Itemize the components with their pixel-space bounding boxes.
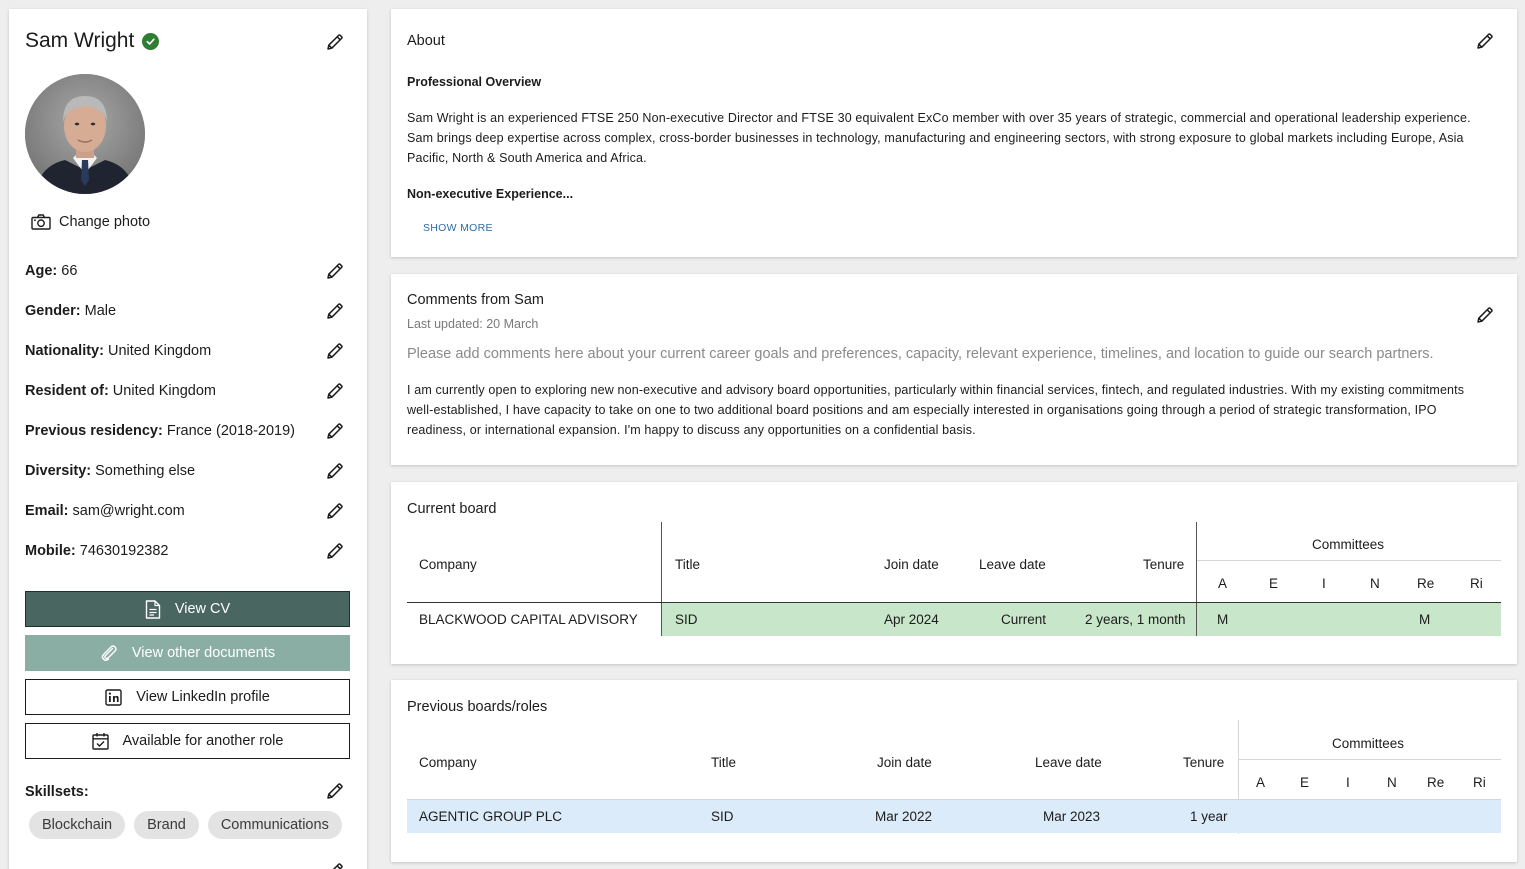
current-board-title: Current board <box>407 501 497 517</box>
edit-comments-pencil-icon[interactable] <box>1475 305 1495 325</box>
previous-boards-title: Previous boards/roles <box>407 699 548 715</box>
diversity-field: Diversity: Something else <box>25 463 196 479</box>
document-icon <box>145 600 161 619</box>
skill-chip[interactable]: Brand <box>134 811 199 839</box>
comments-title: Comments from Sam <box>407 292 544 308</box>
last-updated-text: Last updated: 20 March <box>407 317 539 331</box>
column-header-title: Title <box>711 755 737 770</box>
avatar <box>25 74 145 194</box>
committee-col-e: E <box>1269 576 1279 591</box>
edit-resident-pencil-icon[interactable] <box>325 381 345 401</box>
view-linkedin-label: View LinkedIn profile <box>136 689 270 705</box>
committee-col-re: Re <box>1417 576 1435 591</box>
committee-col-ri: Ri <box>1470 576 1483 591</box>
committee-col-a: A <box>1256 775 1266 790</box>
committee-col-n: N <box>1370 576 1380 591</box>
cell-committee-a: M <box>1217 612 1229 627</box>
edit-name-pencil-icon[interactable] <box>325 32 345 52</box>
comments-text: I am currently open to exploring new non-executive and advisory board opportunities, particularly within financial services, fintech, and regulated industries. With my existing commitments well-established, I have capacity to take on one to two additional board positions and am especially interested in organisations going through a period of strategic transformation, IPO readiness, or international expansion. I'm happy to discuss any opportunities on a confidential basis. <box>407 383 1465 437</box>
row-highlight <box>407 800 1501 833</box>
committee-col-n: N <box>1387 775 1397 790</box>
profile-panel <box>9 9 367 869</box>
change-photo-button[interactable] <box>31 214 150 230</box>
edit-gender-pencil-icon[interactable] <box>325 301 345 321</box>
nationality-field: Nationality: United Kingdom <box>25 343 212 359</box>
cell-company: BLACKWOOD CAPITAL ADVISORY <box>419 612 638 627</box>
verified-icon <box>142 33 159 50</box>
edit-skillsets-pencil-icon[interactable] <box>325 781 345 801</box>
cell-join-date: Apr 2024 <box>884 612 939 627</box>
camera-icon <box>31 214 51 230</box>
edit-mobile-pencil-icon[interactable] <box>325 541 345 561</box>
cell-leave-date: Current <box>1001 612 1047 627</box>
column-header-leave-date: Leave date <box>979 557 1046 572</box>
edit-email-pencil-icon[interactable] <box>325 501 345 521</box>
column-header-tenure: Tenure <box>1183 755 1225 770</box>
show-more-link[interactable]: SHOW MORE <box>423 222 493 234</box>
committee-col-e: E <box>1300 775 1310 790</box>
row-highlight <box>1197 603 1501 636</box>
column-header-join-date: Join date <box>877 755 932 770</box>
current-board-card <box>391 482 1517 664</box>
skillsets-label: Skillsets: <box>25 784 89 800</box>
view-cv-button[interactable] <box>25 591 350 627</box>
committee-col-ri: Ri <box>1473 775 1486 790</box>
cell-join-date: Mar 2022 <box>875 809 933 824</box>
cell-committee-re: M <box>1419 612 1431 627</box>
committees-divider <box>1197 560 1501 561</box>
about-title: About <box>407 33 445 49</box>
previous-boards-table <box>407 720 1501 834</box>
cell-leave-date: Mar 2023 <box>1043 809 1101 824</box>
column-header-company: Company <box>419 557 477 572</box>
available-for-role-button[interactable] <box>25 723 350 759</box>
view-linkedin-button[interactable] <box>25 679 350 715</box>
about-card <box>391 9 1517 257</box>
non-executive-heading: Non-executive Experience... <box>407 187 574 201</box>
skill-chip[interactable]: Blockchain <box>29 811 125 839</box>
edit-next-section-pencil-icon[interactable] <box>325 861 345 869</box>
committee-col-re: Re <box>1427 775 1445 790</box>
committee-col-i: I <box>1322 576 1326 591</box>
resident-field: Resident of: United Kingdom <box>25 383 216 399</box>
skill-chips <box>29 811 342 839</box>
view-other-documents-label: View other documents <box>131 645 276 661</box>
cell-title: SID <box>675 612 698 627</box>
committees-divider <box>1239 759 1501 760</box>
age-field: Age: 66 <box>25 263 78 279</box>
column-header-join-date: Join date <box>884 557 939 572</box>
column-header-committees: Committees <box>1312 537 1385 552</box>
edit-about-pencil-icon[interactable] <box>1475 31 1495 51</box>
edit-age-pencil-icon[interactable] <box>325 261 345 281</box>
comments-placeholder: Please add comments here about your current career goals and preferences, capacity, relevant experience, timelines, and location to guide our search partners. <box>407 346 1434 362</box>
committee-col-a: A <box>1218 576 1228 591</box>
previous-boards-card <box>391 680 1517 862</box>
change-photo-label: Change photo <box>59 214 151 230</box>
profile-name: Sam Wright <box>25 29 135 52</box>
skill-chip[interactable]: Communications <box>208 811 342 839</box>
cell-title: SID <box>711 809 734 824</box>
committee-col-i: I <box>1346 775 1350 790</box>
paperclip-icon <box>100 644 118 662</box>
calendar-check-icon <box>92 732 109 750</box>
column-header-committees: Committees <box>1332 736 1405 751</box>
cell-company: AGENTIC GROUP PLC <box>419 809 563 824</box>
professional-overview-heading: Professional Overview <box>407 75 542 89</box>
linkedin-icon <box>105 689 122 706</box>
column-header-leave-date: Leave date <box>1035 755 1102 770</box>
comments-card <box>391 274 1517 465</box>
edit-diversity-pencil-icon[interactable] <box>325 461 345 481</box>
edit-nationality-pencil-icon[interactable] <box>325 341 345 361</box>
cell-tenure: 1 year <box>1190 809 1228 824</box>
professional-overview-text: Sam Wright is an experienced FTSE 250 Non-executive Director and FTSE 30 equivalent ExCo member with over 35 years of strategic, commercial and operational leadership experience. Sam brings deep expertise across complex, cross-border businesses in technology, manufacturing and engineering sectors, with strong exposure to global markets including Europe, Asia Pacific, North & South America and Africa. <box>407 111 1471 165</box>
column-header-company: Company <box>419 755 477 770</box>
previous-residency-field: Previous residency: France (2018-2019) <box>25 423 296 439</box>
view-other-documents-button[interactable] <box>25 635 350 671</box>
available-for-role-label: Available for another role <box>122 733 284 749</box>
mobile-field: Mobile: 74630192382 <box>25 543 169 559</box>
profile-header <box>25 29 159 53</box>
edit-previous-residency-pencil-icon[interactable] <box>325 421 345 441</box>
email-field: Email: sam@wright.com <box>25 503 185 519</box>
cell-tenure: 2 years, 1 month <box>1085 612 1186 627</box>
current-board-table <box>407 522 1501 636</box>
column-header-title: Title <box>675 557 701 572</box>
view-cv-label: View CV <box>174 601 231 617</box>
column-header-tenure: Tenure <box>1143 557 1185 572</box>
gender-field: Gender: Male <box>25 303 117 319</box>
